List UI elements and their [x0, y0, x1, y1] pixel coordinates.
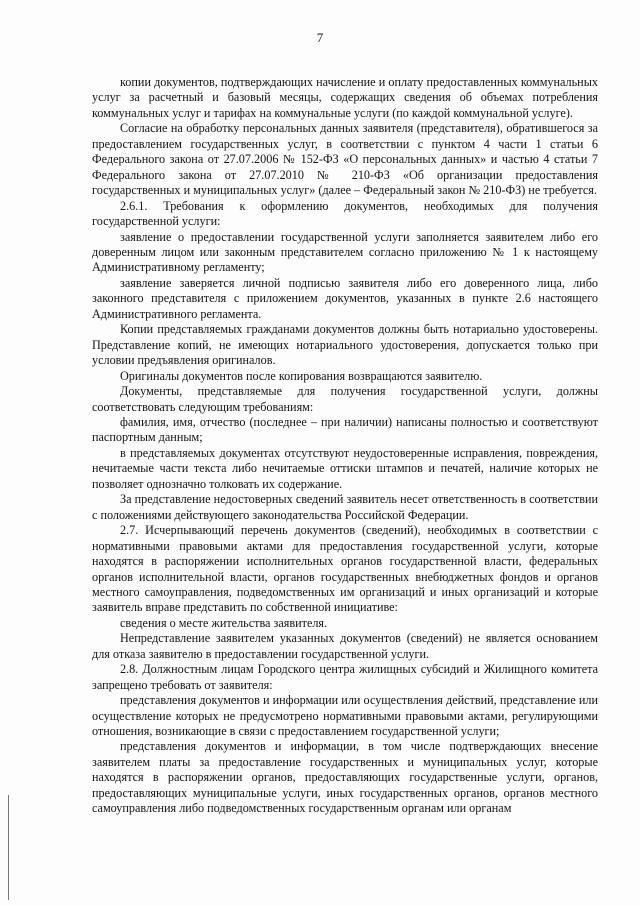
paragraph-prohibited-requests: представления документов и информации или осуществления действий, представление или осуществление которых не предусмотрено нормативными правовыми актами, регулирующими отношения, возникающие в связи с предоставлением государственной услуги; [92, 693, 598, 739]
paragraph-no-corrections-requirement: в представляемых документах отсутствуют неудостоверенные исправления, повреждения, нечитаемые части текста либо нечитаемые оттиски штампов и печатей, наличие которых не позволяет однозначно толковать их содержание. [92, 445, 598, 491]
paragraph-full-name-requirement: фамилия, имя, отчество (последнее – при наличии) написаны полностью и соответствуют паспортным данным; [92, 414, 598, 445]
paragraph-document-requirements: Документы, представляемые для получения государственной услуги, должны соответствовать следующим требованиям: [92, 384, 598, 414]
paragraph-utility-payment-copies: копии документов, подтверждающих начисление и оплату предоставленных коммунальных услуг за расчетный и базовый месяцы, содержащих сведения об объемах потребления коммунальных услуг и тарифах на коммунальные услуги (по каждой коммунальной услуге). [92, 75, 598, 120]
paragraph-section-2-6-1: 2.6.1. Требования к оформлению документов, необходимых для получения государственной услуги: [92, 198, 598, 229]
paragraph-personal-data-consent: Согласие на обработку персональных данных заявителя (представителя), обратившегося за предоставлением государственных услуг, в соответствии с пунктом 4 части 1 статьи 6 Федерального закона от 27.07.2006 № 152-ФЗ «О персональных данных» и частью 4 статьи 7 Федерального закона от 27.07.2010 № 210-ФЗ «Об организации предоставления государственных и муниципальных услуг» (далее – Федеральный закон № 210-ФЗ) не требуется. [92, 121, 598, 198]
paragraph-application-filling: заявление о предоставлении государственной услуги заполняется заявителем либо его доверенным лицом или законным представителем согласно приложению № 1 к настоящему Административному регламенту; [92, 229, 598, 275]
scan-edge-line [8, 795, 9, 900]
paragraph-residence-information: сведения о месте жительства заявителя. [120, 615, 328, 630]
paragraph-application-signature: заявление заверяется личной подписью заявителя либо его доверенного лица, либо законного представителя с приложением документов, указанных в пункте 2.6 настоящего Административного регламента. [92, 275, 598, 321]
paragraph-section-2-7: 2.7. Исчерпывающий перечень документов (сведений), необходимых в соответствии с нормативными правовыми актами для предоставления государственной услуги, которые находятся в распоряжении исполнительных органов государственной власти, федеральных органов исполнительной власти, органов государственных внебюджетных фондов и органов местного самоуправления, подведомственных им организаций и иных организаций и которые заявитель вправе представить по собственной инициативе: [92, 523, 598, 615]
paragraph-section-2-8: 2.8. Должностным лицам Городского центра жилищных субсидий и Жилищного комитета запрещено требовать от заявителя: [92, 662, 598, 692]
document-body [92, 75, 598, 817]
paragraph-non-submission: Непредставление заявителем указанных документов (сведений) не является основанием для отказа заявителю в предоставлении государственной услуги. [92, 631, 598, 661]
paragraph-notarized-copies: Копии представляемых гражданами документов должны быть нотариально удостоверены. Представление копий, не имеющих нотариального удостоверения, допускается только при условии предъявления оригиналов. [92, 322, 598, 368]
paragraph-false-information-liability: За представление недостоверных сведений заявитель несет ответственность в соответствии с положениями действующего законодательства Российской Федерации. [92, 492, 598, 522]
paragraph-originals-returned: Оригиналы документов после копирования возвращаются заявителю. [120, 368, 483, 383]
page-number: 7 [316, 30, 324, 45]
paragraph-prohibited-documents: представления документов и информации, в том числе подтверждающих внесение заявителем платы за предоставление государственных и муниципальных услуг, которые находятся в распоряжении органов, предоставляющих государственные услуги, органов, предоставляющих муниципальные услуги, иных государственных органов, органов местного самоуправления либо подведомственных государственным органам или органам [92, 739, 598, 816]
